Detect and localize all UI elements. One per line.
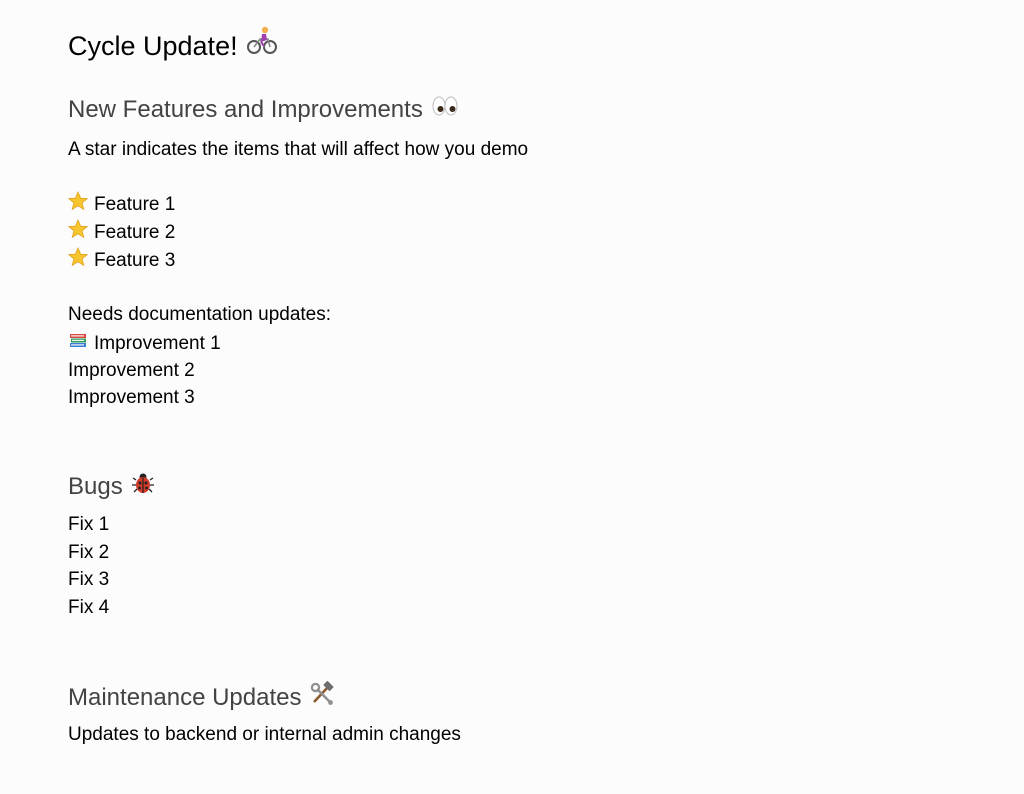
list-item	[68, 330, 221, 358]
feature-label: Feature 2	[94, 222, 176, 243]
features-heading-text: New Features and Improvements	[68, 96, 423, 123]
list-item: Fix 3	[68, 569, 110, 590]
bugs-heading	[68, 471, 155, 503]
improvement-label: Improvement 3	[68, 387, 195, 408]
eyes-icon	[431, 95, 459, 125]
features-intro: A star indicates the items that will affect how you demo	[68, 139, 529, 160]
list-item: Fix 1	[68, 514, 110, 535]
page-title-text: Cycle Update!	[68, 30, 238, 61]
maintenance-heading-text: Maintenance Updates	[68, 684, 302, 711]
docs-label: Needs documentation updates:	[68, 304, 332, 325]
feature-label: Feature 1	[94, 194, 176, 215]
maintenance-description: Updates to backend or internal admin changes	[68, 724, 461, 745]
improvement-label: Improvement 2	[68, 360, 195, 381]
star-icon	[68, 247, 88, 275]
list-item: Fix 2	[68, 542, 110, 563]
list-item	[68, 191, 175, 219]
bugs-heading-text: Bugs	[68, 473, 123, 500]
star-icon	[68, 219, 88, 247]
maintenance-heading	[68, 681, 335, 715]
improvement-label: Improvement 1	[94, 333, 221, 354]
books-icon	[68, 330, 88, 358]
ladybug-icon	[131, 471, 155, 503]
page-title	[68, 25, 278, 66]
feature-label: Feature 3	[94, 250, 176, 271]
list-item	[68, 385, 195, 411]
cyclist-icon	[246, 25, 278, 66]
list-item: Fix 4	[68, 597, 110, 618]
list-item	[68, 247, 175, 275]
list-item	[68, 219, 175, 247]
list-item	[68, 358, 195, 384]
features-heading	[68, 95, 459, 125]
hammer-wrench-icon	[309, 681, 335, 715]
star-icon	[68, 191, 88, 219]
